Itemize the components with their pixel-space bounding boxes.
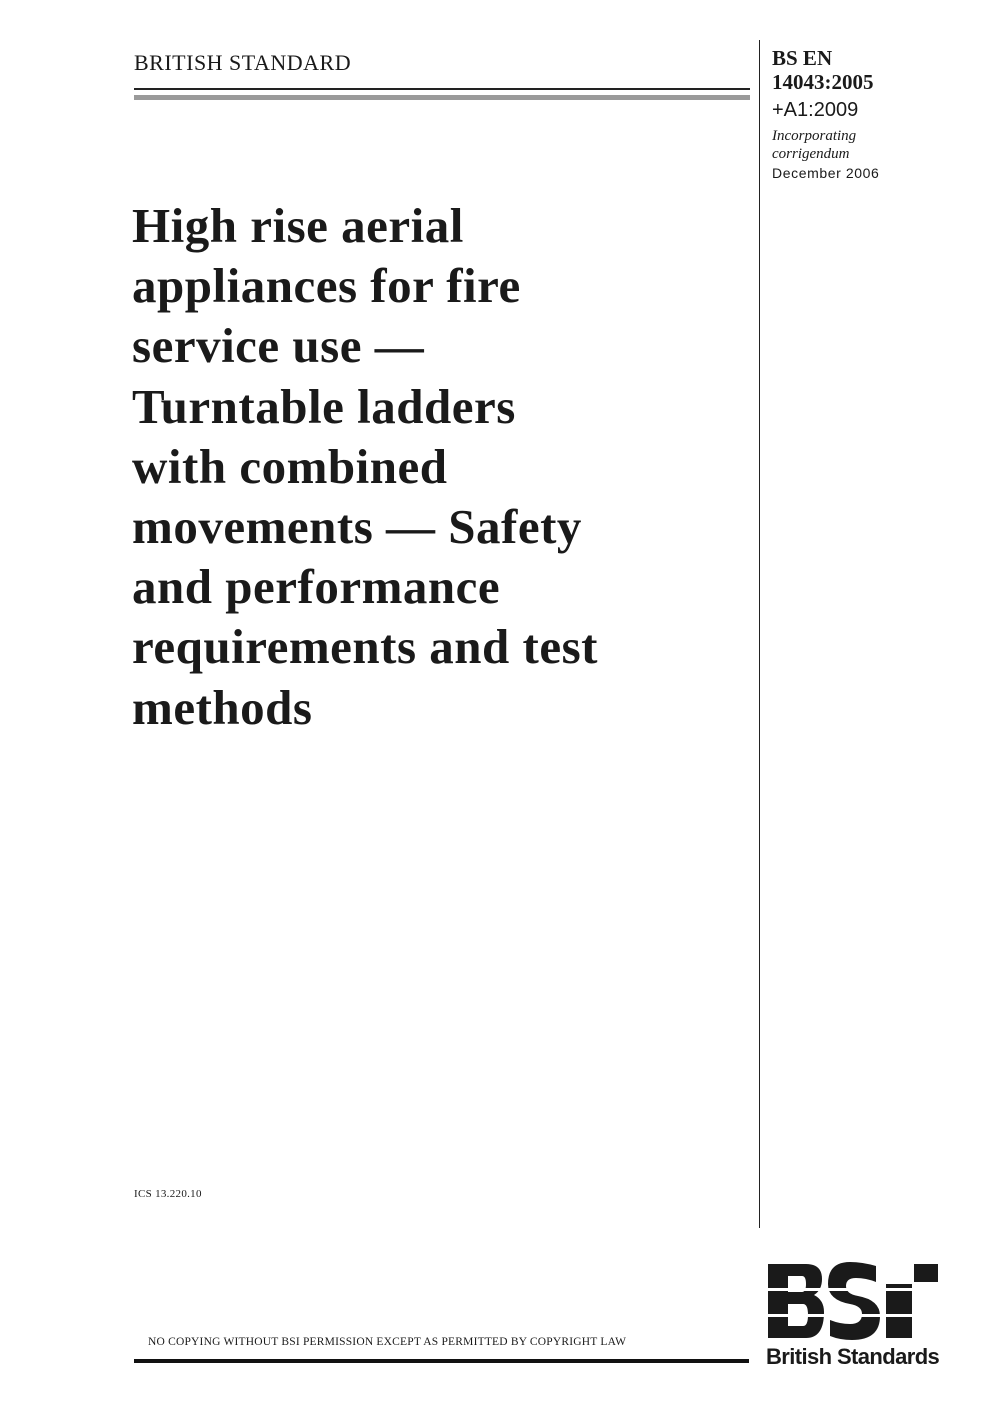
standard-number-line1: BS EN: [772, 46, 833, 70]
title-line: movements — Safety: [132, 499, 582, 555]
title-line: High rise aerial: [132, 198, 464, 253]
standard-amendment: +A1:2009: [772, 99, 859, 121]
corrigendum-date: December 2006: [772, 165, 880, 181]
title-line: service use —: [132, 318, 425, 374]
title-line: requirements and test: [132, 619, 598, 675]
ics-code: ICS 13.220.10: [134, 1188, 202, 1200]
footer-rule: [134, 1359, 749, 1363]
standard-number: [772, 46, 874, 94]
bsi-logo-caption: British Standards: [766, 1344, 940, 1369]
header-label: BRITISH STANDARD: [134, 50, 352, 75]
header-rule-thin: [134, 88, 750, 90]
incorporating-note: [772, 127, 912, 163]
title-line: with combined: [132, 438, 448, 494]
standard-number-line2: 14043:2005: [772, 70, 874, 94]
incorporating-line1: Incorporating: [772, 128, 857, 144]
title-line: methods: [132, 679, 313, 735]
document-title: [132, 196, 742, 738]
title-line: Turntable ladders: [132, 378, 516, 434]
title-line: appliances for fire: [132, 258, 521, 314]
incorporating-line2: corrigendum: [772, 146, 850, 162]
vertical-divider: [759, 40, 760, 1228]
header-rule-gray: [134, 95, 750, 100]
title-line: and performance: [132, 559, 501, 615]
copyright-notice: NO COPYING WITHOUT BSI PERMISSION EXCEPT AS PERMITTED BY COPYRIGHT LAW: [148, 1336, 627, 1348]
